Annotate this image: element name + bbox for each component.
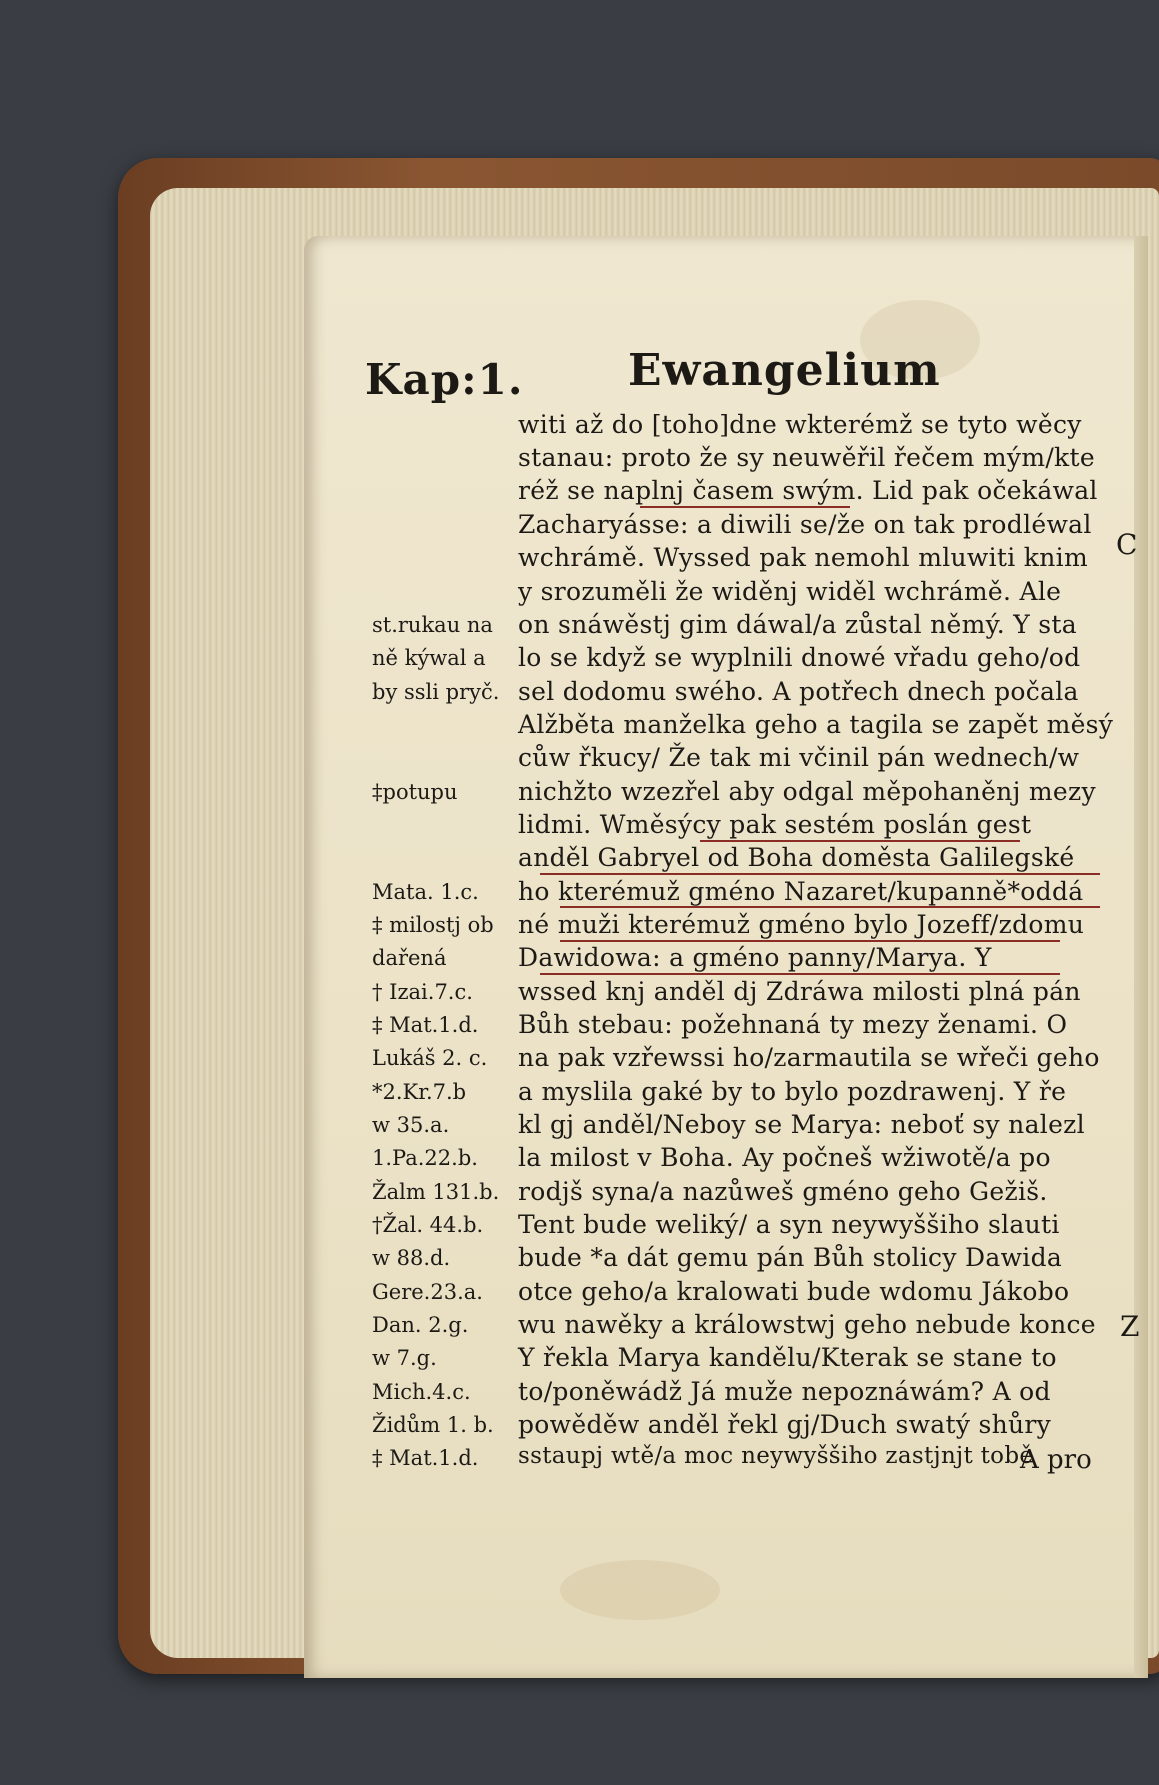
red-underline bbox=[560, 940, 1060, 942]
text-line: witi až do [toho]dne wkterémž se tyto wěcy bbox=[518, 410, 1082, 439]
text-line: Dawidowa: a gméno panny/Marya. Y bbox=[518, 943, 992, 972]
text-line: la milost v Boha. Ay počneš wžiwotě/a po bbox=[518, 1143, 1051, 1172]
margin-note: † Izai.7.c. bbox=[372, 980, 473, 1004]
edge-mark: Z bbox=[1120, 1310, 1140, 1343]
text-line: Alžběta manželka geho a tagila se zapět měsý bbox=[518, 710, 1114, 739]
text-line: otce geho/a kralowati bude wdomu Jákobo bbox=[518, 1277, 1070, 1306]
catchword: A pro bbox=[1020, 1445, 1092, 1475]
margin-note: ‡ Mat.1.d. bbox=[372, 1013, 479, 1037]
margin-note: †Žal. 44.b. bbox=[372, 1213, 484, 1237]
margin-note: Mich.4.c. bbox=[372, 1380, 471, 1404]
margin-note: by ssli pryč. bbox=[372, 680, 500, 704]
margin-note: Dan. 2.g. bbox=[372, 1313, 469, 1337]
margin-note: *2.Kr.7.b bbox=[372, 1080, 467, 1104]
page-title: Ewangelium bbox=[628, 345, 941, 396]
margin-note: Židům 1. b. bbox=[372, 1413, 494, 1437]
text-line: Y řekla Marya kandělu/Kterak se stane to bbox=[518, 1343, 1057, 1372]
text-line: kl gj anděl/Neboy se Marya: neboť sy nalezl bbox=[518, 1110, 1085, 1139]
text-line: ho kterémuž gméno Nazaret/kupanně*oddá bbox=[518, 877, 1084, 906]
text-line: wssed knj anděl dj Zdráwa milosti plná pán bbox=[518, 977, 1081, 1006]
margin-note: Lukáš 2. c. bbox=[372, 1046, 488, 1070]
red-underline bbox=[560, 906, 1100, 908]
text-line: y srozuměli že widěnj widěl wchrámě. Ale bbox=[518, 577, 1062, 606]
margin-note: Žalm 131.b. bbox=[372, 1180, 500, 1204]
margin-note: w 88.d. bbox=[372, 1246, 451, 1270]
text-line: wchrámě. Wyssed pak nemohl mluwiti knim bbox=[518, 543, 1088, 572]
page-gutter-edge bbox=[1134, 236, 1148, 1678]
text-line: na pak vzřewssi ho/zarmautila se wřeči geho bbox=[518, 1043, 1100, 1072]
text-line: nichžto wzezřel aby odgal měpohaněnj mezy bbox=[518, 777, 1096, 806]
text-line: réž se naplnj časem swým. Lid pak očekáwal bbox=[518, 476, 1098, 505]
text-line: rodjš syna/a nazůweš gméno geho Gežiš. bbox=[518, 1177, 1048, 1206]
red-underline bbox=[700, 840, 1020, 842]
margin-note: Mata. 1.c. bbox=[372, 880, 479, 904]
text-line: sstaupj wtě/a moc neywyššiho zastjnjt tobě bbox=[518, 1443, 1034, 1469]
paper-stain bbox=[560, 1560, 720, 1620]
text-line: né muži kterémuž gméno bylo Jozeff/zdomu bbox=[518, 910, 1085, 939]
text-line: a myslila gaké by to bylo pozdrawenj. Y ře bbox=[518, 1077, 1067, 1106]
text-line: lidmi. Wměsýcy pak sestém poslán gest bbox=[518, 810, 1032, 839]
red-underline bbox=[540, 973, 1060, 975]
margin-note: w 7.g. bbox=[372, 1346, 437, 1370]
edge-mark: C bbox=[1116, 528, 1138, 561]
text-line: cůw řkucy/ Že tak mi včinil pán wednech/w bbox=[518, 743, 1080, 772]
red-underline bbox=[640, 506, 850, 508]
margin-note: ‡ milostj ob bbox=[372, 913, 494, 937]
text-line: lo se když se wyplnili dnowé vřadu geho/od bbox=[518, 643, 1081, 672]
margin-note: 1.Pa.22.b. bbox=[372, 1146, 478, 1170]
text-line: Bůh stebau: požehnaná ty mezy ženami. O bbox=[518, 1010, 1068, 1039]
text-line: sel dodomu swého. A potřech dnech počala bbox=[518, 677, 1079, 706]
text-line: powěděw anděl řekl gj/Duch swatý shůry bbox=[518, 1410, 1052, 1439]
text-line: bude *a dát gemu pán Bůh stolicy Dawida bbox=[518, 1243, 1063, 1272]
margin-note: w 35.a. bbox=[372, 1113, 450, 1137]
margin-note: ‡ Mat.1.d. bbox=[372, 1446, 479, 1470]
chapter-heading: Kap:1. bbox=[365, 355, 524, 404]
text-line: to/poněwádž Já muže nepoznáwám? A od bbox=[518, 1377, 1051, 1406]
margin-note: ‡potupu bbox=[372, 780, 458, 804]
text-line: Tent bude weliký/ a syn neywyššiho slauti bbox=[518, 1210, 1060, 1239]
text-line: stanau: proto že sy neuwěřil řečem mým/kte bbox=[518, 443, 1095, 472]
text-line: anděl Gabryel od Boha doměsta Galilegské bbox=[518, 843, 1075, 872]
text-line: on snáwěstj gim dáwal/a zůstal němý. Y sta bbox=[518, 610, 1077, 639]
red-underline bbox=[540, 873, 1100, 875]
margin-note: ně kýwal a bbox=[372, 646, 486, 670]
margin-note: dařená bbox=[372, 946, 447, 970]
margin-note: st.rukau na bbox=[372, 613, 493, 637]
text-line: Zacharyásse: a diwili se/že on tak prodléwal bbox=[518, 510, 1092, 539]
margin-note: Gere.23.a. bbox=[372, 1280, 483, 1304]
text-line: wu nawěky a králowstwj geho nebude konce bbox=[518, 1310, 1096, 1339]
